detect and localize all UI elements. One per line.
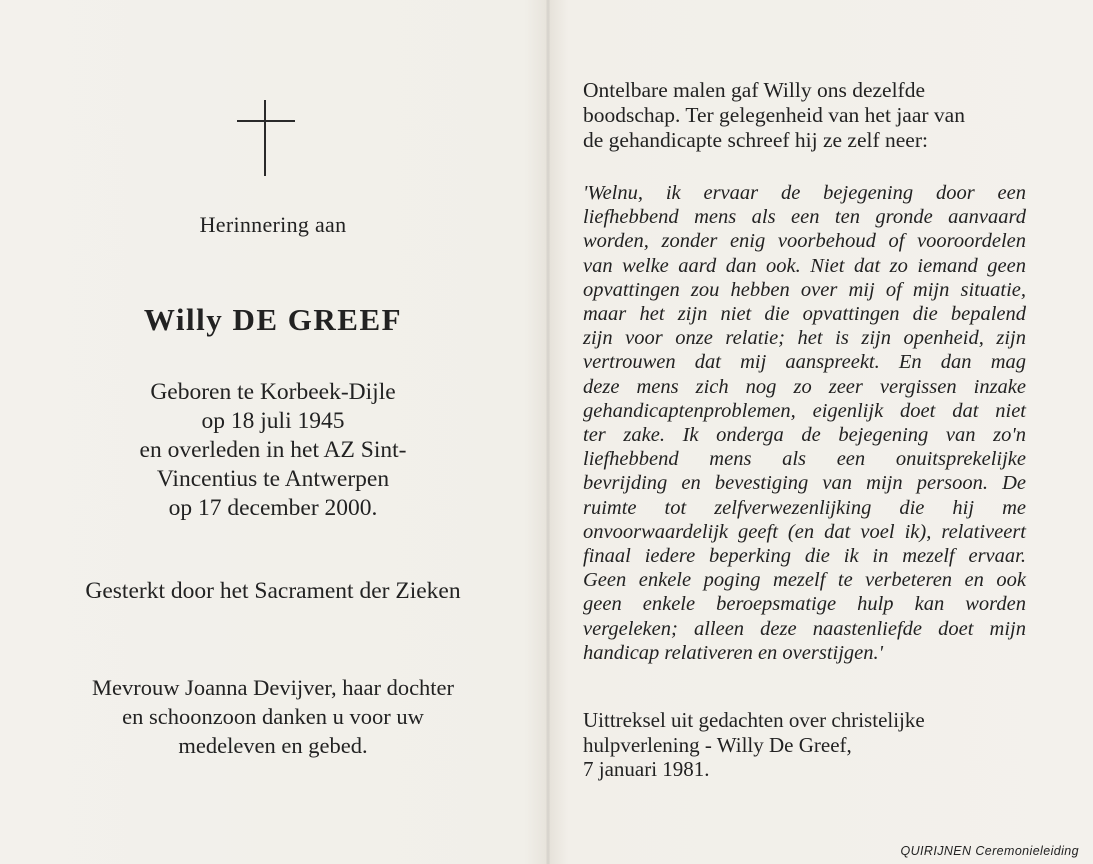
intro-line: Ontelbare malen gaf Willy ons dezelfde: [583, 78, 926, 102]
quote-line: liefhebbend mens als een onuitsprekelijke: [583, 448, 1026, 471]
quote-text: [583, 181, 1026, 665]
intro-line: de gehandicapte schreef hij ze zelf neer:: [583, 128, 928, 152]
footer-credit: QUIRIJNEN Ceremonieleiding: [900, 844, 1079, 858]
heading: Herinnering aan: [199, 212, 347, 237]
quote-line: worden, zonder enig voorbehoud of vooroordelen: [583, 230, 1026, 253]
cross-horizontal-bar: [237, 120, 295, 122]
quote-line: maar het zijn niet die opvattingen die bepalend: [583, 303, 1026, 326]
thanks-line: medeleven en gebed.: [178, 733, 368, 758]
birth-death-line: Geboren te Korbeek-Dijle: [150, 379, 396, 405]
card-fold: [546, 0, 550, 864]
quote-line: Geen enkele poging mezelf te verbeteren en ook: [583, 569, 1026, 592]
quote-line: deze mens zich nog zo zeer vergissen inzake: [583, 375, 1026, 398]
quote-line: gehandicaptenproblemen, eigenlijk doet dat niet: [583, 399, 1026, 422]
birth-death-line: op 18 juli 1945: [201, 408, 345, 434]
source-line: 7 januari 1981.: [583, 757, 710, 781]
cross-vertical-bar: [264, 100, 266, 176]
intro-line: boodschap. Ter gelegenheid van het jaar van: [583, 103, 965, 127]
quote-line: ter zake. Ik onderga de bejegening van zo'n: [583, 424, 1026, 447]
quote-line: onvoorwaardelijk geeft (en dat voel ik), relativeert: [583, 520, 1026, 543]
birth-death-line: op 17 december 2000.: [168, 495, 378, 521]
left-panel: [0, 0, 546, 864]
birth-death-info: [0, 378, 546, 523]
quote-line: van welke aard dan ook. Niet dat zo iemand geen: [583, 254, 1026, 277]
sacrament-line: Gesterkt door het Sacrament der Zieken: [85, 578, 461, 604]
quote-line: bevrijding en bevestiging van mijn persoon. De: [583, 472, 1026, 495]
thanks-line: Mevrouw Joanna Devijver, haar dochter: [91, 675, 455, 700]
source-line: hulpverlening - Willy De Greef,: [583, 732, 852, 757]
birth-death-line: Vincentius te Antwerpen: [156, 466, 390, 492]
cross-icon: [237, 100, 295, 176]
source-text: [583, 708, 925, 782]
quote-line: handicap relativeren en overstijgen.': [583, 641, 884, 664]
birth-death-line: en overleden in het AZ Sint-: [139, 437, 407, 463]
quote-line: ruimte tot zelfverwezenlijking die hij me: [583, 496, 1026, 519]
intro-text: [583, 78, 965, 153]
quote-line: zijn voor onze relatie; het is zijn openheid, zijn: [583, 327, 1026, 350]
quote-line: finaal iedere beperking die ik in mezelf ervaar.: [583, 545, 1026, 568]
quote-line: liefhebbend mens als een ten gronde aanvaard: [583, 206, 1026, 229]
quote-line: vergeleken; alleen deze naastenliefde doet mijn: [583, 617, 1026, 640]
deceased-name: Willy DE GREEF: [143, 302, 403, 337]
quote-line: geen enkele beroepsmatige hulp kan worden: [583, 593, 1026, 616]
quote-line: 'Welnu, ik ervaar de bejegening door een: [583, 182, 1026, 204]
quote-line: vertrouwen dat mij aanspreekt. En dan mag: [583, 351, 1026, 374]
source-line: Uittreksel uit gedachten over christelijke: [583, 708, 925, 732]
quote-line: opvattingen zou hebben over mij of mijn situatie,: [583, 278, 1026, 301]
thanks-line: en schoonzoon danken u voor uw: [122, 704, 424, 729]
thanks-text: [0, 673, 546, 760]
right-panel: [583, 0, 1028, 864]
